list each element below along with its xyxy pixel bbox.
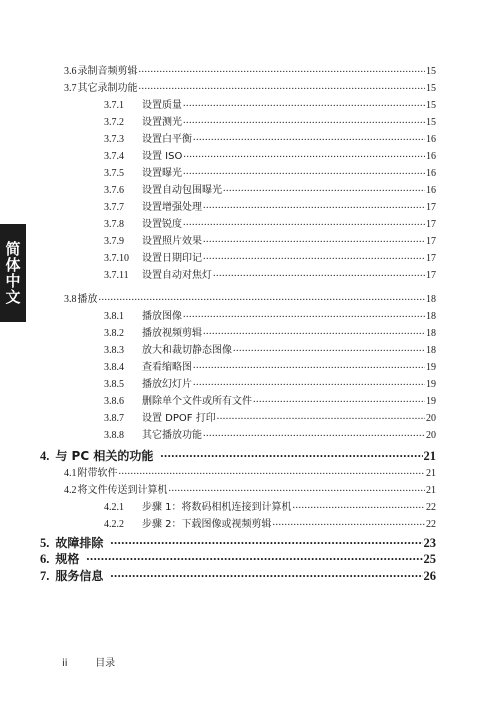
toc-entry-page: 23 — [423, 536, 436, 550]
toc-entry-number: 3.8.3 — [104, 345, 124, 356]
toc-entry — [104, 249, 436, 264]
toc-dot-leader — [233, 343, 425, 353]
toc-dot-leader — [160, 448, 422, 461]
toc-entry — [104, 341, 436, 356]
toc-entry-number: 3.7 — [64, 83, 77, 94]
toc-entry-number: 3.8.8 — [104, 430, 124, 441]
toc-entry-number: 3.7.1 — [104, 100, 124, 111]
toc-entry-title: 设置自动包围曝光 — [142, 185, 222, 196]
toc-entry-title: 播放图像 — [142, 311, 182, 322]
toc-dot-leader — [203, 428, 425, 438]
toc-entry — [104, 426, 436, 441]
toc-entry-page: 21 — [426, 468, 436, 479]
toc-entry-page: 17 — [426, 253, 436, 264]
toc-entry-title: 其它录制功能 — [77, 83, 138, 94]
toc-dot-leader — [203, 200, 425, 210]
toc-entry-page: 21 — [426, 485, 436, 496]
toc-entry-number: 3.7.2 — [104, 117, 124, 128]
toc-entry — [104, 198, 436, 213]
toc-entry — [64, 290, 436, 305]
toc-entry-title: 设置 ISO — [142, 151, 183, 162]
toc-entry-page: 19 — [426, 379, 436, 390]
toc-entry-page: 22 — [426, 519, 436, 530]
toc-entry-title: 步骤 1：将数码相机连接到计算机 — [142, 502, 292, 513]
toc-entry-number: 4.1 — [64, 468, 77, 479]
toc-entry — [104, 515, 436, 530]
toc-entry-page: 18 — [426, 328, 436, 339]
toc-entry — [104, 358, 436, 373]
toc-entry-page: 19 — [426, 362, 436, 373]
toc-entry-page: 18 — [426, 311, 436, 322]
toc-entry-number: 4.2 — [64, 485, 77, 496]
toc-entry-number: 3.8.5 — [104, 379, 124, 390]
toc-dot-leader — [203, 251, 425, 261]
toc-entry — [104, 164, 436, 179]
toc-entry — [64, 79, 436, 94]
toc-entry — [104, 498, 436, 513]
toc-entry-title: 设置白平衡 — [142, 134, 192, 145]
toc-entry-title: 删除单个文件或所有文件 — [142, 396, 252, 407]
toc-entry-title: 将文件传送到计算机 — [77, 485, 168, 496]
toc-entry-number: 3.8.2 — [104, 328, 124, 339]
toc-entry-title: 设置 DPOF 打印 — [142, 413, 216, 424]
toc-entry-title: 步骤 2：下载图像或视频剪辑 — [142, 519, 272, 530]
toc-entry — [104, 96, 436, 111]
toc-dot-leader — [293, 500, 425, 510]
toc-entry-number: 3.8.1 — [104, 311, 124, 322]
toc-dot-leader — [119, 466, 426, 476]
toc-dot-leader — [253, 394, 425, 404]
toc-entry-number: 4.2.1 — [104, 502, 124, 513]
toc-entry-title: 与 PC 相关的功能 — [55, 449, 154, 463]
toc-entry-page: 20 — [426, 413, 436, 424]
toc-entry-number: 3.8.7 — [104, 413, 124, 424]
toc-dot-leader — [183, 309, 425, 319]
toc-entry-page: 15 — [426, 83, 436, 94]
toc-entry-number: 3.7.7 — [104, 202, 124, 213]
page-footer — [62, 654, 115, 669]
toc-entry-number: 3.7.8 — [104, 219, 124, 230]
toc-entry-page: 17 — [426, 270, 436, 281]
toc-entry — [104, 266, 436, 281]
toc-dot-leader — [203, 326, 425, 336]
toc-entry — [40, 550, 436, 567]
toc-entry — [104, 409, 436, 424]
toc-dot-leader — [273, 517, 425, 527]
toc-entry-page: 16 — [426, 151, 436, 162]
toc-dot-leader — [183, 217, 425, 227]
toc-dot-leader — [213, 268, 425, 278]
toc-entry-page: 26 — [423, 569, 436, 583]
toc-entry-number: 3.7.6 — [104, 185, 124, 196]
toc-entry-title: 其它播放功能 — [142, 430, 202, 441]
toc-entry-title: 设置测光 — [142, 117, 182, 128]
toc-entry — [40, 447, 436, 464]
toc-entry-number: 3.7.9 — [104, 236, 124, 247]
toc-entry — [104, 324, 436, 339]
toc-entry — [104, 215, 436, 230]
toc-entry-title: 查看缩略图 — [142, 362, 192, 373]
toc-dot-leader — [99, 292, 426, 302]
toc-dot-leader — [139, 64, 426, 74]
toc-entry — [104, 392, 436, 407]
toc-dot-leader — [139, 81, 426, 91]
toc-entry-number: 4.2.2 — [104, 519, 124, 530]
toc-entry-page: 18 — [426, 294, 436, 305]
language-side-tab — [0, 224, 26, 322]
toc-dot-leader — [193, 377, 425, 387]
toc-entry-number: 3.7.10 — [104, 253, 129, 264]
toc-entry-number: 3.8 — [64, 294, 77, 305]
toc-dot-leader — [203, 234, 425, 244]
toc-dot-leader — [193, 360, 425, 370]
toc-entry-title: 放大和裁切静态图像 — [142, 345, 232, 356]
toc-entry-number: 7. — [40, 569, 50, 583]
toc-dot-leader — [110, 568, 422, 581]
toc-entry — [64, 481, 436, 496]
toc-entry-page: 16 — [426, 134, 436, 145]
toc-entry — [64, 464, 436, 479]
toc-entry-number: 3.8.4 — [104, 362, 124, 373]
toc-dot-leader — [217, 411, 425, 421]
toc-entry-title: 故障排除 — [55, 536, 104, 550]
toc-entry-number: 3.7.3 — [104, 134, 124, 145]
toc-entry-page: 16 — [426, 185, 436, 196]
toc-entry-title: 播放 — [77, 294, 98, 305]
toc-entry-page: 22 — [426, 502, 436, 513]
toc-entry-page: 17 — [426, 202, 436, 213]
toc-entry-title: 规格 — [55, 552, 80, 566]
toc-entry-title: 服务信息 — [55, 569, 104, 583]
toc-entry-number: 3.7.11 — [104, 270, 129, 281]
toc-dot-leader — [183, 98, 425, 108]
toc-entry-page: 19 — [426, 396, 436, 407]
toc-entry-title: 设置曝光 — [142, 168, 182, 179]
toc-entry-page: 20 — [426, 430, 436, 441]
toc-entry-number: 3.6 — [64, 66, 77, 77]
toc-dot-leader — [223, 183, 425, 193]
toc-dot-leader — [169, 483, 426, 493]
toc-entry-number: 3.7.4 — [104, 151, 124, 162]
toc-entry-number: 3.7.5 — [104, 168, 124, 179]
toc-entry-title: 设置增强处理 — [142, 202, 202, 213]
toc-entry — [104, 375, 436, 390]
toc-dot-leader — [193, 132, 425, 142]
toc-dot-leader — [183, 115, 425, 125]
toc-entry-page: 15 — [426, 66, 436, 77]
toc-entry-page: 16 — [426, 168, 436, 179]
toc-dot-leader — [183, 149, 425, 159]
toc-entry — [104, 181, 436, 196]
toc-entry — [104, 113, 436, 128]
toc-entry — [104, 307, 436, 322]
toc-entry-title: 录制音频剪辑 — [77, 66, 138, 77]
toc-dot-leader — [110, 535, 422, 548]
toc-entry-title: 播放视频剪辑 — [142, 328, 202, 339]
toc-entry-page: 21 — [423, 449, 436, 463]
toc-entry-number: 5. — [40, 536, 50, 550]
toc-entry-title: 设置锐度 — [142, 219, 182, 230]
toc-entry-number: 3.8.6 — [104, 396, 124, 407]
toc-entry — [104, 147, 436, 162]
toc-entry-page: 15 — [426, 117, 436, 128]
toc-entry-title: 设置质量 — [142, 100, 182, 111]
footer-page-number: ii — [62, 658, 68, 669]
toc-entry — [64, 62, 436, 77]
toc-entry-page: 17 — [426, 219, 436, 230]
toc-entry — [40, 534, 436, 551]
toc-entry — [104, 130, 436, 145]
toc-entry-title: 附带软件 — [77, 468, 118, 479]
toc-dot-leader — [86, 551, 422, 564]
toc-entry-page: 25 — [423, 552, 436, 566]
toc-entry-title: 设置日期印记 — [142, 253, 202, 264]
language-label: 简体中文 — [3, 241, 22, 305]
toc-entry-title: 设置照片效果 — [142, 236, 202, 247]
toc-entry-number: 6. — [40, 552, 50, 566]
toc-entry — [104, 232, 436, 247]
toc-entry — [40, 567, 436, 584]
footer-section-title: 目录 — [95, 658, 116, 669]
toc-entry-title: 播放幻灯片 — [142, 379, 192, 390]
toc-entry-page: 18 — [426, 345, 436, 356]
toc-entry-title: 设置自动对焦灯 — [142, 270, 212, 281]
toc-entry-number: 4. — [40, 449, 50, 463]
toc-entry-page: 15 — [426, 100, 436, 111]
toc-entry-page: 17 — [426, 236, 436, 247]
toc-dot-leader — [183, 166, 425, 176]
